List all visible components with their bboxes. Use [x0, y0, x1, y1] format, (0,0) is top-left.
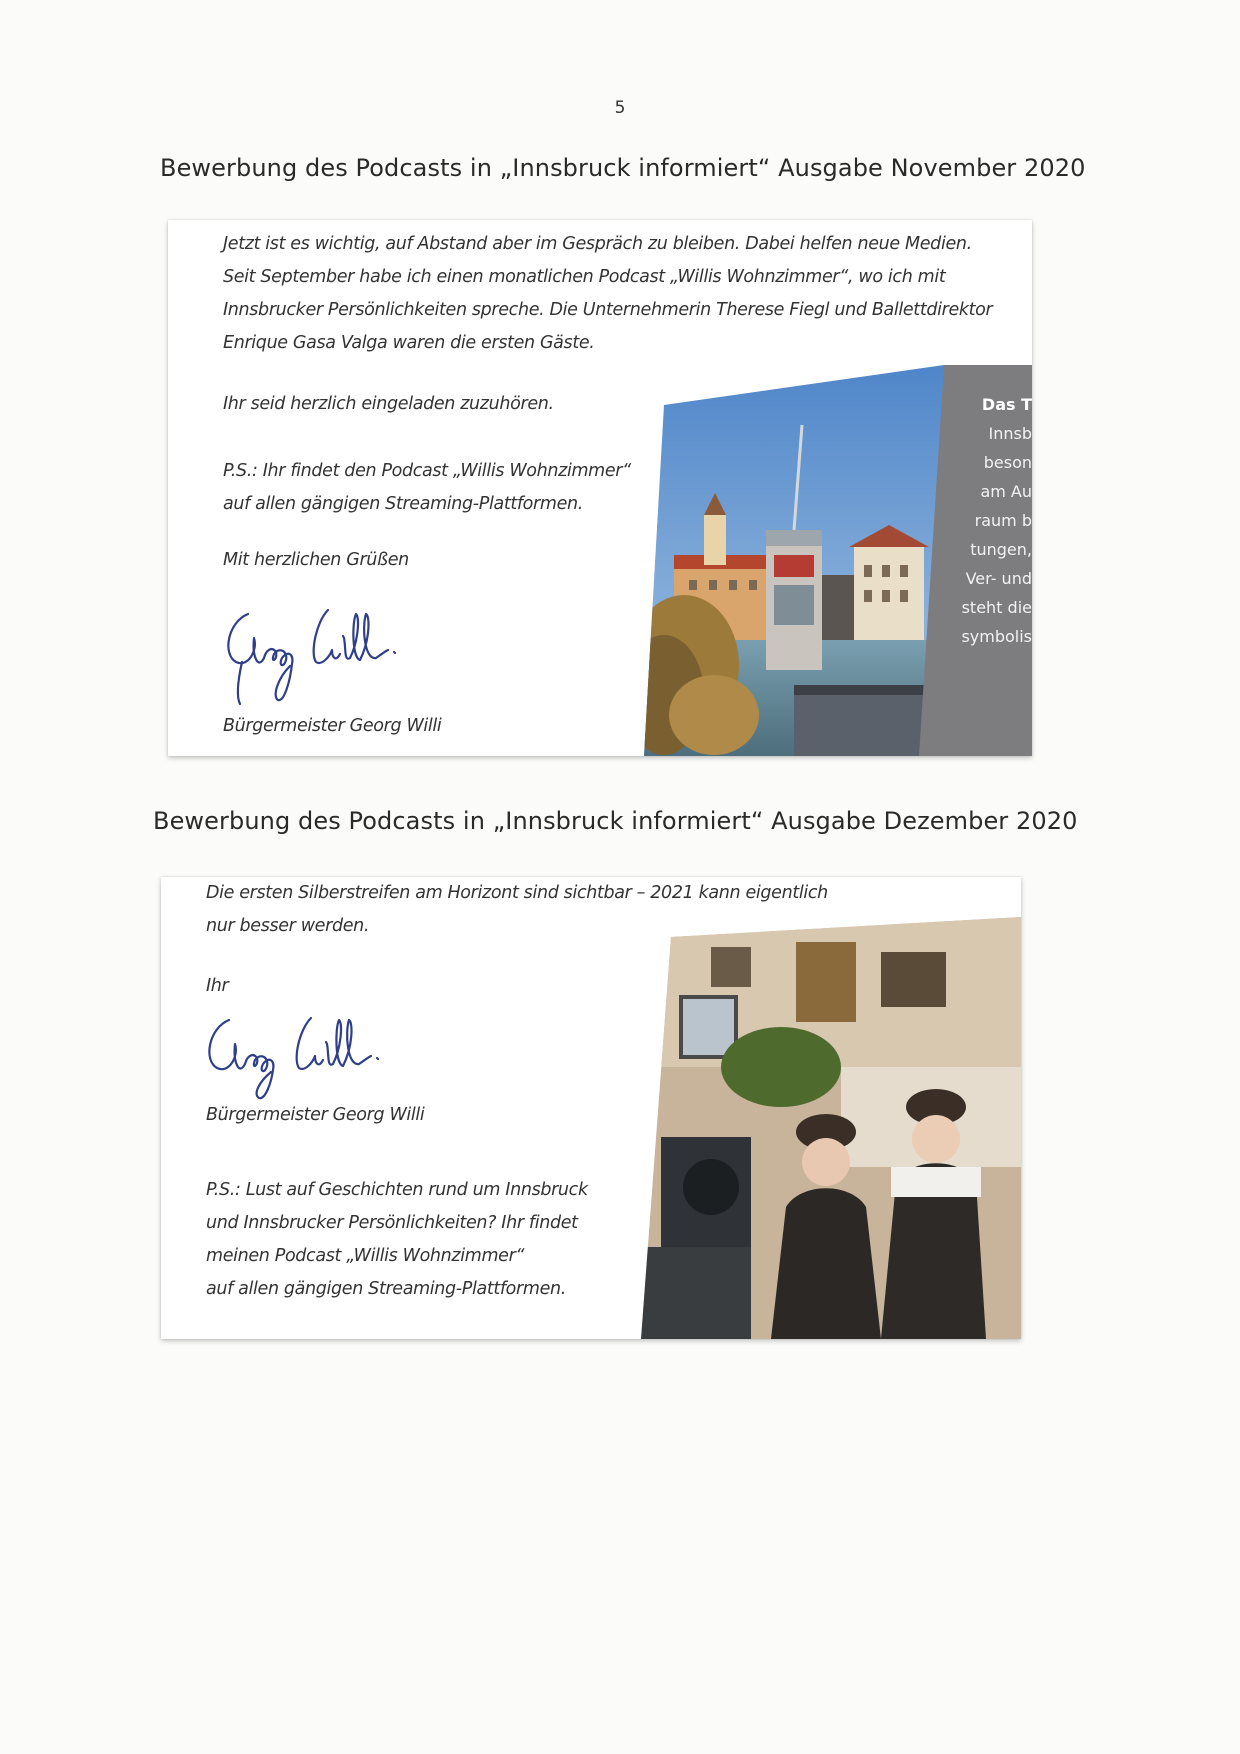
sidebar-line: am Au — [980, 482, 1032, 501]
closing-text — [223, 544, 409, 577]
text-line: Bürgermeister Georg Willi — [206, 1105, 425, 1125]
signature-image — [218, 592, 408, 712]
text-line: Mit herzlichen Grüßen — [223, 550, 409, 570]
text-line: Enrique Gasa Valga waren die ersten Gäste. — [223, 333, 595, 353]
text-line: auf allen gängigen Streaming-Plattformen. — [206, 1279, 566, 1299]
sidebar-line: Ver- und — [965, 569, 1032, 588]
sidebar-line: Das T — [981, 395, 1032, 414]
sidebar-line: beson — [983, 453, 1032, 472]
sidebar-line: steht die — [961, 598, 1032, 617]
sidebar-text — [961, 390, 1032, 651]
text-line: Ihr — [206, 976, 229, 996]
page-number: 5 — [614, 98, 626, 118]
text-line: Bürgermeister Georg Willi — [223, 716, 442, 736]
text-line: nur besser werden. — [206, 916, 370, 936]
ps-note — [206, 1174, 588, 1306]
intro-paragraph — [223, 228, 992, 360]
salutation-text — [206, 970, 228, 1003]
section-heading-dezember: Bewerbung des Podcasts in „Innsbruck informiert“ Ausgabe Dezember 2020 — [153, 807, 1078, 835]
text-line: Ihr seid herzlich eingeladen zuzuhören. — [223, 394, 554, 414]
text-line: P.S.: Lust auf Geschichten rund um Innsbruck — [206, 1180, 588, 1200]
signature-caption — [223, 710, 441, 743]
text-line: Innsbrucker Persönlichkeiten spreche. Die Unternehmerin Therese Fiegl und Ballettdirektor — [223, 300, 993, 320]
invitation-text — [223, 388, 554, 421]
signature-image — [199, 1002, 389, 1107]
clipping-dezember-2020 — [161, 877, 1021, 1339]
photo-podcast-studio — [641, 917, 1021, 1339]
text-line: Seit September habe ich einen monatlichen Podcast „Willis Wohnzimmer“, wo ich mit — [223, 267, 946, 287]
text-line: und Innsbrucker Persönlichkeiten? Ihr findet — [206, 1213, 578, 1233]
text-line: Die ersten Silberstreifen am Horizont sind sichtbar – 2021 kann eigentlich — [206, 883, 828, 903]
text-line: P.S.: Ihr findet den Podcast „Willis Wohnzimmer“ — [223, 461, 631, 481]
section-heading-november: Bewerbung des Podcasts in „Innsbruck informiert“ Ausgabe November 2020 — [160, 154, 1086, 182]
ps-note — [223, 455, 631, 521]
sidebar-line: symbolis — [961, 627, 1032, 646]
sidebar-line: tungen, — [970, 540, 1032, 559]
text-line: auf allen gängigen Streaming-Plattformen. — [223, 494, 583, 514]
clipping-november-2020 — [168, 220, 1032, 756]
text-line: meinen Podcast „Willis Wohnzimmer“ — [206, 1246, 525, 1266]
sidebar-line: Innsb — [988, 424, 1032, 443]
signature-caption — [206, 1099, 424, 1132]
sidebar-line: raum b — [974, 511, 1032, 530]
text-line: Jetzt ist es wichtig, auf Abstand aber im Gespräch zu bleiben. Dabei helfen neue Medien. — [223, 234, 972, 254]
